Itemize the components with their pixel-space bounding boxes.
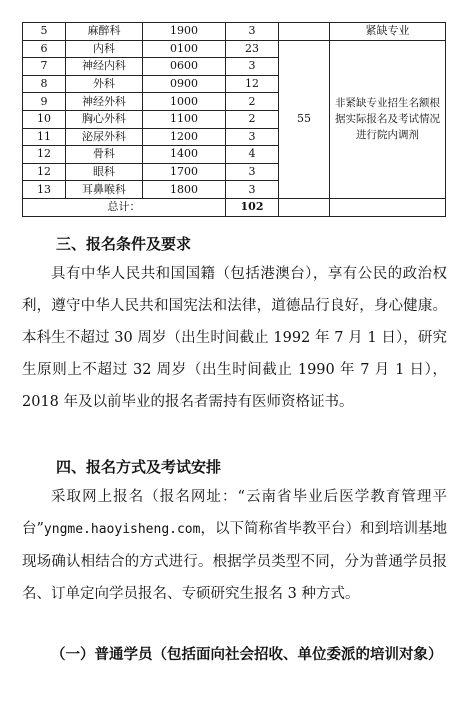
quota-count: 3 <box>226 163 279 181</box>
quota-count: 3 <box>226 58 279 76</box>
row-number: 6 <box>23 40 66 58</box>
department-name: 神经内科 <box>66 58 143 76</box>
quota-count: 4 <box>226 146 279 164</box>
total-row <box>23 198 446 216</box>
subsection1-heading: （一）普通学员（包括面向社会招收、单位委派的培训对象） <box>51 647 443 663</box>
department-code: 1000 <box>143 93 226 111</box>
row-number: 8 <box>23 75 66 93</box>
department-code: 0900 <box>143 75 226 93</box>
section3-heading: 三、报名条件及要求 <box>56 235 192 253</box>
row-number: 12 <box>23 146 66 164</box>
total-value: 102 <box>226 198 279 216</box>
total-label: 总计： <box>23 198 226 216</box>
section4-body-part1: 采取网上报名（报名网址：“云南省毕业后医学教育管理平台” <box>22 489 447 537</box>
department-name: 麻醉科 <box>66 23 143 41</box>
department-name: 骨科 <box>66 146 143 164</box>
quota-count: 23 <box>226 40 279 58</box>
quota-count: 3 <box>226 181 279 199</box>
empty-cell <box>330 198 446 216</box>
empty-cell <box>279 23 330 41</box>
department-code: 0100 <box>143 40 226 58</box>
shortage-note: 紧缺专业 <box>330 23 446 41</box>
department-code: 1400 <box>143 146 226 164</box>
department-name: 外科 <box>66 75 143 93</box>
department-name: 神经外科 <box>66 93 143 111</box>
section3-body: 具有中华人民共和国国籍（包括港澳台），享有公民的政治权利，遵守中华人民共和国宪法和法律，道德品行良好，身心健康。本科生不超过 30 周岁（出生时间截止 1992 年 7 月 1 日），研究生原则上不超过 32 周岁（出生时间截止 1990 年 7 月 1 日），2018 年及以前毕业的报名者需持有医师资格证书。 <box>22 266 447 410</box>
quota-table <box>22 22 446 217</box>
department-name: 耳鼻喉科 <box>66 181 143 199</box>
row-number: 7 <box>23 58 66 76</box>
quota-count: 3 <box>226 23 279 41</box>
department-code: 1100 <box>143 110 226 128</box>
quota-count: 2 <box>226 110 279 128</box>
department-name: 眼科 <box>66 163 143 181</box>
department-name: 胸心外科 <box>66 110 143 128</box>
section4-heading: 四、报名方式及考试安排 <box>56 458 222 476</box>
row-number: 5 <box>23 23 66 41</box>
department-code: 1200 <box>143 128 226 146</box>
row-number: 11 <box>23 128 66 146</box>
department-name: 内科 <box>66 40 143 58</box>
table-row <box>23 23 446 41</box>
department-code: 1700 <box>143 163 226 181</box>
row-number: 12 <box>23 163 66 181</box>
quota-count: 2 <box>226 93 279 111</box>
quota-count: 3 <box>226 128 279 146</box>
quota-count: 12 <box>226 75 279 93</box>
section4-body-part2: ，以下简称省毕教平台）和到培训基地现场确认相结合的方式进行。根据学员类型不同，分为普通学员报名、订单定向学员报名、专硕研究生报名 3 种方式。 <box>22 521 447 602</box>
section4-body <box>22 481 447 610</box>
row-number: 13 <box>23 181 66 199</box>
row-number: 10 <box>23 110 66 128</box>
department-name: 泌尿外科 <box>66 128 143 146</box>
department-code: 1800 <box>143 181 226 199</box>
empty-cell <box>279 198 330 216</box>
department-code: 0600 <box>143 58 226 76</box>
row-number: 9 <box>23 93 66 111</box>
registration-url: yngme.haoyisheng.com <box>43 522 201 537</box>
table-row <box>23 40 446 58</box>
group-note: 非紧缺专业招生名额根据实际报名及考试情况进行院内调剂 <box>330 40 446 198</box>
department-code: 1900 <box>143 23 226 41</box>
group-count: 55 <box>279 40 330 198</box>
